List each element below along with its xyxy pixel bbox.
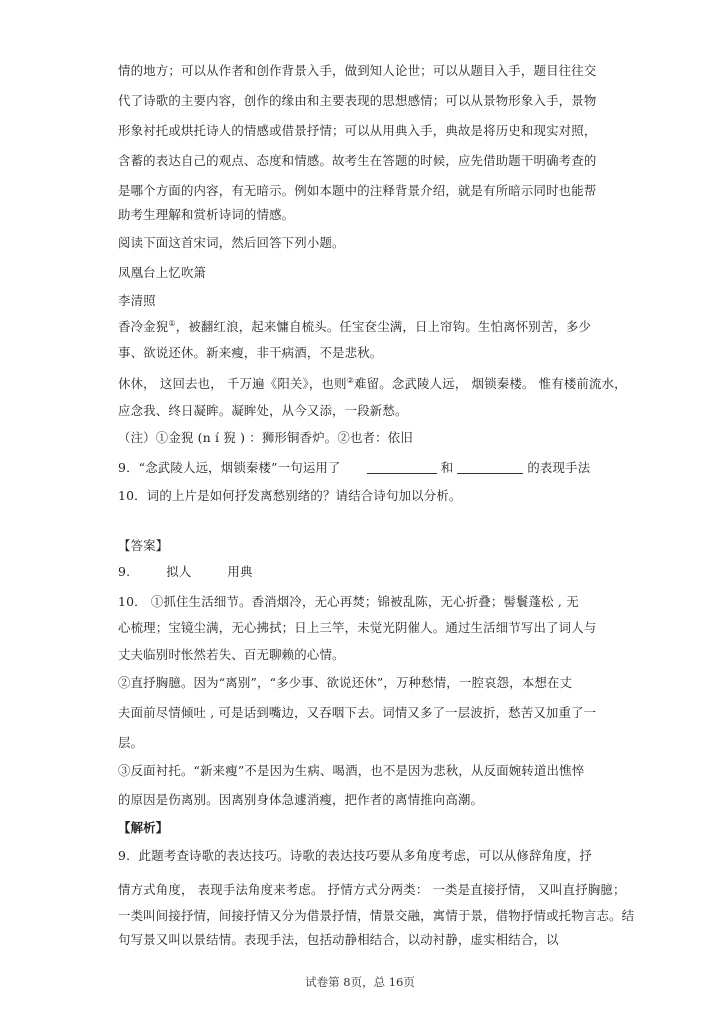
poem-line-1 [118, 316, 591, 335]
question-text: 9．“念武陵人远，烟锁秦楼”一句运用了 [118, 460, 341, 475]
text-line: 形象衬托或烘托诗人的情感或借景抒情；可以从用典入手，典故是将历史和现实对照， [118, 123, 597, 138]
text-line: 代了诗歌的主要内容，创作的缘由和主要表现的思想感情；可以从景物形象入手，景物 [118, 93, 597, 108]
text-line: 是哪个方面的内容，有无暗示。例如本题中的注释背景介绍，就是有所暗示同时也能帮 [118, 183, 597, 198]
answer-10-line: 的原因是伤离别。因离别身体急遽消瘦，把作者的离情推向高潮。 [118, 792, 484, 807]
answer-blank[interactable] [367, 461, 437, 474]
poem-text: ，被翻红浪，起来慵自梳头。任宝奁尘满，日上帘钩。生怕离怀别苦，多少 [175, 319, 592, 334]
poem-line-4: 应念我、终日凝眸。凝眸处，从今又添，一段新愁。 [118, 403, 408, 418]
answer-10-line: 10． ①抓住生活细节。香消烟冷，无心再焚；锦被乱陈，无心折叠；髻鬟蓬松 , 无 [118, 594, 579, 609]
question-10: 10．词的上片是如何抒发离愁别绪的？请结合诗句加以分析。 [118, 488, 462, 503]
poem-text: 休休， 这回去也， 千万遍《阳关》，也则 [118, 376, 347, 391]
text-line: 助考生理解和赏析诗词的情感。 [118, 207, 295, 222]
answer-10-line: 夫面前尽情倾吐 , 可是话到嘴边，又吞咽下去。词情又多了一层波折，愁苦又加重了一 [118, 705, 597, 720]
answer-10-line: ③反面衬托。“新来瘦”不是因为生病、喝酒，也不是因为悲秋，从反面婉转道出憔悴 [118, 763, 585, 778]
question-text: 和 [440, 460, 454, 475]
footnote-marker: ② [346, 376, 355, 385]
answer-9 [118, 564, 253, 580]
answer-10-line: 丈夫临别时怅然若失、百无聊赖的心情。 [118, 647, 345, 662]
analysis-line: 句写景又叫以景结情。表现手法，包括动静相结合，以动衬静，虚实相结合，以 [118, 932, 559, 947]
text-line: 含蓄的表达自己的观点、态度和情感。故考生在答题的时候，应先借助题干明确考查的 [118, 153, 597, 168]
text-line: 情的地方；可以从作者和创作背景入手，做到知人论世；可以从题目入手，题目往往交 [118, 63, 597, 78]
answer-value: 用典 [227, 564, 253, 579]
analysis-line: 9．此题考查诗歌的表达技巧。诗歌的表达技巧要从多角度考虑，可以从修辞角度，抒 [118, 848, 592, 863]
answer-blank[interactable] [457, 461, 523, 474]
question-9 [118, 460, 590, 476]
page-footer: 试卷第 8页，总 16页 [305, 975, 415, 989]
poem-text: 香冷金猊 [118, 319, 169, 334]
answer-10-line: 层。 [118, 735, 144, 750]
footnote-marker: ① [168, 319, 176, 328]
poem-note: （注）①金猊 (n í 猊 ) ：狮形铜香炉。②也者：依旧 [118, 430, 413, 445]
answer-10-line: 心梳理；宝镜尘满，无心拂拭；日上三竿，未觉光阴催人。通过生活细节写出了词人与 [118, 620, 597, 635]
reading-instruction: 阅读下面这首宋词，然后回答下列小题。 [118, 235, 345, 250]
poem-author: 李清照 [118, 293, 156, 308]
analysis-line: 一类叫间接抒情，间接抒情又分为借景抒情，情景交融，寓情于景，借物抒情或托物言志。结 [118, 908, 635, 923]
poem-line-2: 事、欲说还休。新来瘦，非干病酒，不是悲秋。 [118, 345, 383, 360]
answer-value: 拟人 [166, 564, 192, 579]
analysis-line: 情方式角度， 表现手法角度来考虑。 抒情方式分两类： 一类是直接抒情， 又叫直抒胸臆； [118, 882, 626, 897]
analysis-header: 【解析】 [118, 820, 169, 835]
poem-text: 难留。念武陵人远， 烟锁秦楼。 惟有楼前流水， [354, 376, 627, 391]
answer-number: 9. [118, 564, 131, 579]
poem-line-3 [118, 373, 627, 392]
question-text: 的表现手法 [527, 460, 591, 475]
answer-10-line: ②直抒胸臆。因为“离别”，“多少事、欲说还休”，万种愁情，一腔哀怨，本想在丈 [118, 675, 573, 690]
answer-header: 【答案】 [118, 538, 169, 553]
poem-title: 凤凰台上忆吹箫 [118, 265, 207, 280]
